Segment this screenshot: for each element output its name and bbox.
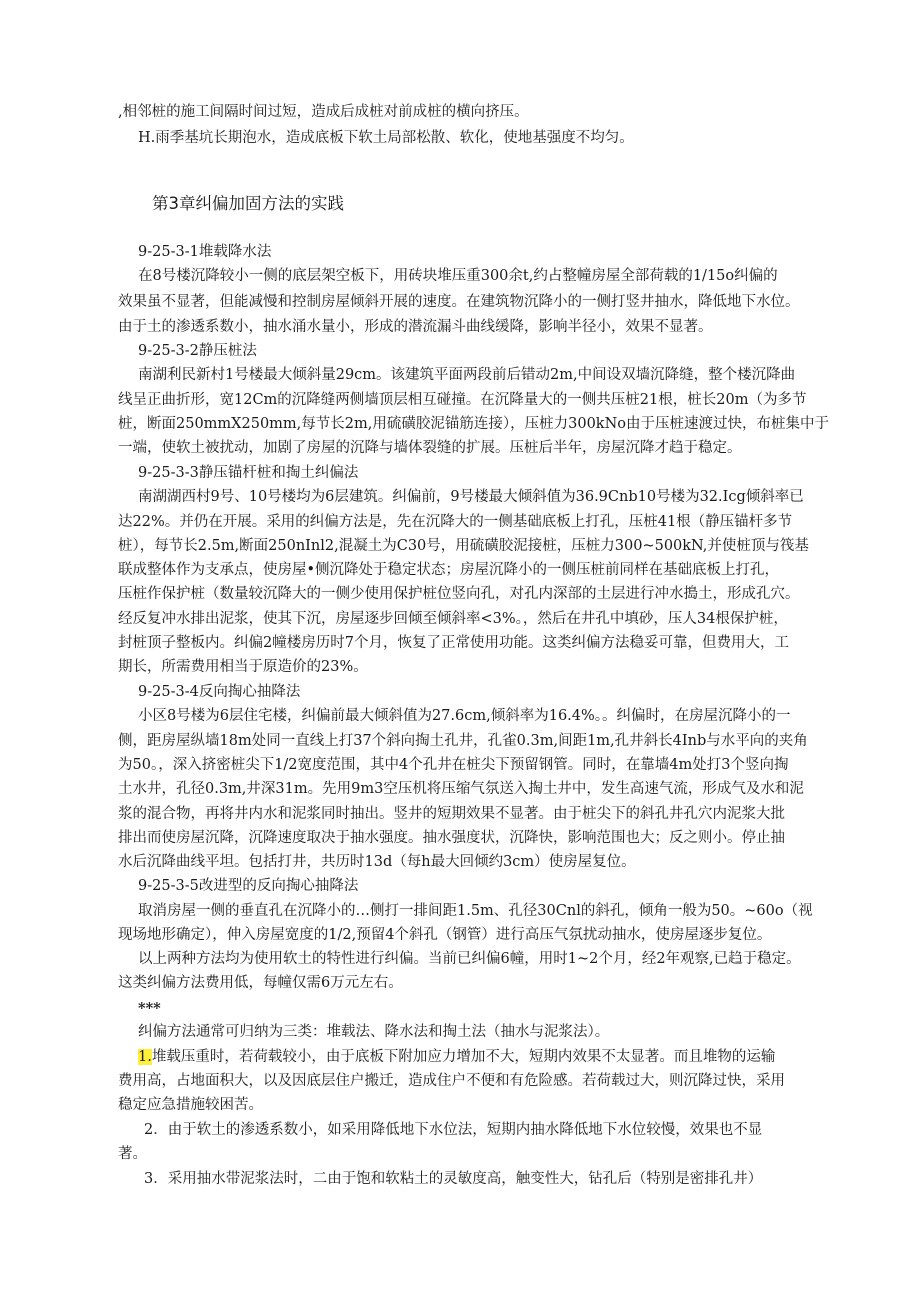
- paragraph-line: 著。: [118, 1146, 147, 1162]
- paragraph-line: 联成整体作为支承点，使房屋•侧沉降处于稳定状态；房屋沉降小的一侧压桩前同样在基础底板上打孔，: [118, 562, 780, 578]
- paragraph-line: 在8号楼沉降较小一侧的底层架空板下，用砖块堆压重300余t,约占整幢房屋全部荷载的1/15o纠偏的: [138, 268, 778, 284]
- highlighted-number: 1.: [138, 1049, 152, 1065]
- paragraph-line: H.雨季基坑长期泡水，造成底板下软土局部松散、软化，使地基强度不均匀。: [138, 130, 634, 146]
- section-heading: 9-25-3-2静压桩法: [138, 343, 257, 359]
- paragraph-line: 侧，距房屋纵墙18m处同一直线上打37个斜向掏土孔井，孔雀0.3m,间距1m,孔井斜长4Inb与水平向的夹角: [118, 733, 808, 749]
- paragraph-line: 一端，使软土被扰动，加剧了房屋的沉降与墙体裂缝的扩展。压桩后半年，房屋沉降才趋于稳定。: [118, 440, 742, 456]
- paragraph-line: 效果虽不显著，但能减慢和控制房屋倾斜开展的速度。在建筑物沉降小的一侧打竖井抽水，降低地下水位。: [118, 294, 800, 310]
- paragraph-line: 线呈正曲折形，宽12Cm的沉降缝两侧墙顶层相互碰撞。在沉降量大的一侧共压桩21根，桩长20m（为多节: [118, 392, 807, 408]
- paragraph-line: 桩），每节长2.5m,断面250nInl2,混凝土为C30号，用硫磺胶泥接桩，压桩力300~500kN,并使桩顶与筏基: [118, 538, 809, 554]
- paragraph-line: 压桩作保护桩（数量较沉降大的一侧少使用保护桩位竖向孔，对孔内深部的土层进行冲水搗土，形成孔穴。: [118, 586, 800, 602]
- separator-stars: ***: [138, 1000, 161, 1017]
- paragraph-line: 以上两种方法均为使用软土的特性进行纠偏。当前已纠偏6幢，用时1~2个月，经2年观察,已趋于稳定。: [138, 951, 801, 967]
- paragraph-line: 浆的混合物，再将井内水和泥浆同时抽出。竖井的短期效果不显著。由于桩尖下的斜孔井孔穴内泥浆大批: [118, 806, 785, 822]
- paragraph-line: ,相邻桩的施工间隔时间过短，造成后成桩对前成桩的横向挤压。: [118, 104, 529, 120]
- section-heading: 9-25-3-1堆载降水法: [138, 244, 272, 260]
- paragraph-line: 稳定应急措施较困苦。: [118, 1097, 263, 1113]
- paragraph-line: 水后沉降曲线平坦。包括打井，共历时13d（每h最大回倾约3cm）使房屋复位。: [118, 854, 636, 870]
- paragraph-line: 经反复冲水排出泥浆，使其下沉，房屋逐步回倾至倾斜率<3%。，然后在井孔中填砂，压人34根保护桩，: [118, 611, 788, 627]
- paragraph-line: 2．由于软土的渗透系数小，如采用降低地下水位法，短期内抽水降低地下水位较慢，效果也不显: [144, 1122, 763, 1138]
- paragraph-line: 南湖利民新村1号楼最大倾斜量29cm。该建筑平面两段前后错动2m,中间设双墙沉降缝，整个楼沉降曲: [138, 367, 796, 383]
- chapter-heading: 第3章纠偏加固方法的实践: [152, 194, 344, 213]
- paragraph-line: 期长，所需费用相当于原造价的23%。: [118, 659, 368, 675]
- paragraph-line: 由于土的渗透系数小，抽水涌水量小，形成的潜流漏斗曲线缓降，影响半径小，效果不显著。: [118, 319, 713, 335]
- paragraph-text: 堆载压重时，若荷载较小，由于底板下附加应力增加不大，短期内效果不太显著。而且堆物的运输: [151, 1049, 776, 1065]
- paragraph-line: 封桩顶子整板内。纠偏2幢楼房历时7个月，恢复了正常使用功能。这类纠偏方法稳妥可靠，但费用大，工: [118, 635, 789, 651]
- paragraph-line: 土水井，孔径0.3m,井深31m。先用9m3空压机将压缩气氛送入掏土井中，发生高速气流，形成气及水和泥: [118, 781, 804, 797]
- paragraph-line: 现场地形确定），伸入房屋宽度的1/2,预留4个斜孔（钢管）进行高压气氛扰动抽水，使房屋逐步复位。: [118, 927, 772, 943]
- paragraph-line: 南湖湖西村9号、10号楼均为6层建筑。纠偏前，9号楼最大倾斜值为36.9Cnb10号楼为32.Icg倾斜率已: [138, 489, 804, 505]
- paragraph-line: 桩，断面250mmX250mm,每节长2m,用硫磺胶泥锚筋连接），压桩力300kNo由于压桩速渡过快，布桩集中于: [118, 416, 829, 432]
- paragraph-line: 这类纠偏方法费用低，每幢仅需6万元左右。: [118, 975, 403, 991]
- paragraph-line: 3．采用抽水带泥浆法时，二由于饱和软粘土的灵敏度高，触变性大，钻孔后（特别是密排孔井）: [144, 1171, 763, 1187]
- paragraph-line: 小区8号楼为6层住宅楼，纠偏前最大倾斜值为27.6cm,倾斜率为16.4%。。纠偏时，在房屋沉降小的一: [138, 708, 791, 724]
- paragraph-line: 排出而使房屋沉降，沉降速度取决于抽水强度。抽水强度状，沉降快，影响范围也大；反之则小。停止抽: [118, 830, 785, 846]
- section-heading: 9-25-3-3静压锚杆桩和掏土纠偏法: [138, 465, 359, 481]
- section-heading: 9-25-3-5改进型的反向掏心抽降法: [138, 878, 359, 894]
- paragraph-line: 取消房屋一侧的垂直孔在沉降小的…侧打一排间距1.5m、孔径30Cnl的斜孔，倾角一般为50。~60o（视: [138, 903, 813, 919]
- paragraph-line: 为50。，深入挤密桩尖下1/2宽度范围，其中4个孔井在桩尖下预留钢管。同时，在靠墙4m处打3个竖向掏: [118, 757, 789, 773]
- paragraph-line: [138, 1045, 828, 1070]
- section-heading: 9-25-3-4反向掏心抽降法: [138, 684, 301, 700]
- paragraph-line: 达22%。并仍在开展。采用的纠偏方法是，先在沉降大的一侧基础底板上打孔，压桩41根（静压锚杆多节: [118, 514, 793, 530]
- paragraph-line: 费用高，占地面积大，以及因底层住户搬迁，造成住户不便和有危险感。若荷载过大，则沉降过快，采用: [118, 1073, 785, 1089]
- paragraph-line: 纠偏方法通常可归纳为三类：堆载法、降水法和掏土法（抽水与泥浆法）。: [138, 1024, 610, 1040]
